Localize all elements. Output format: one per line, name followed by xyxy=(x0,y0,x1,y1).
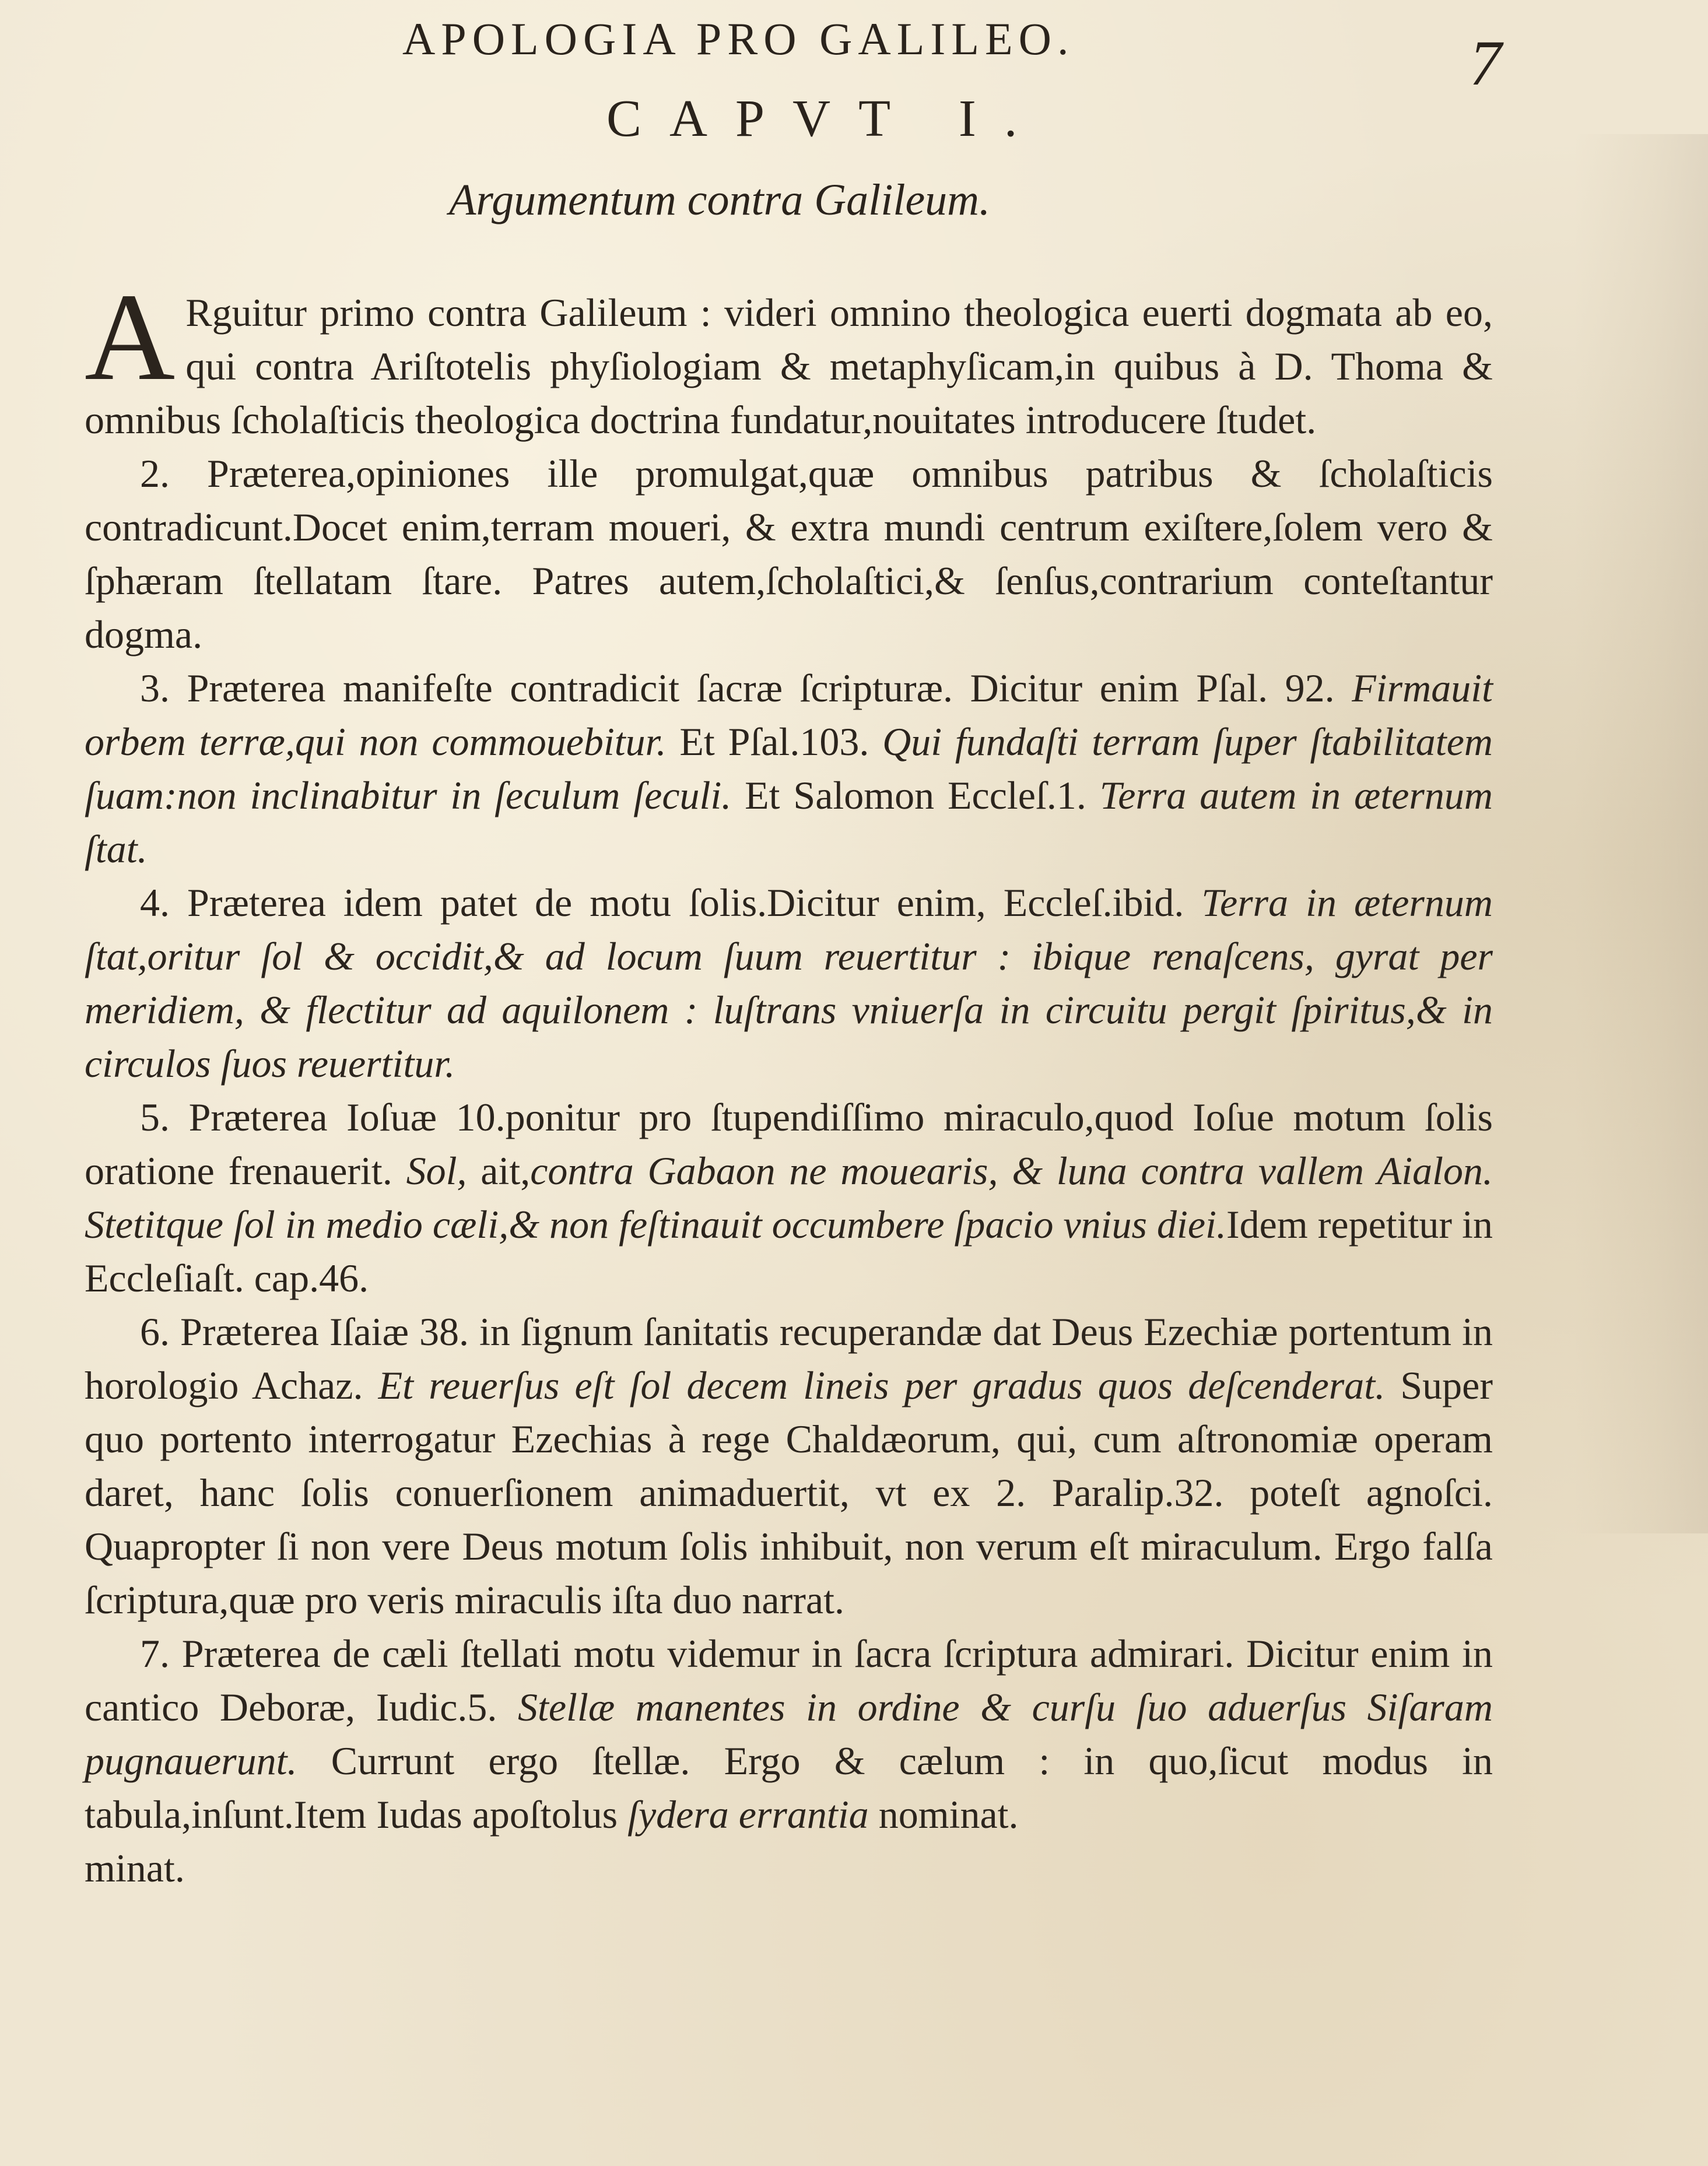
paragraph-5 xyxy=(85,1090,1493,1305)
paragraph-3-text-b: Et Pſal.103. xyxy=(666,719,883,764)
paragraph-3-text-a: 3. Præterea manifeſte contradicit ſacræ ſcripturæ. Dicitur enim Pſal. 92. xyxy=(140,666,1352,710)
paragraph-2 xyxy=(85,447,1493,661)
chapter-title: CAPVT I. xyxy=(606,90,1046,148)
paragraph-5-text-c: Idem repetitur in Eccleſiaſt. cap.46. xyxy=(85,1202,1493,1300)
running-head: APOLOGIA PRO GALILEO. xyxy=(402,13,1075,64)
drop-cap: A xyxy=(85,267,176,406)
paragraph-5-quote-b: contra Gabaon ne mouearis, & luna contra vallem Aialon. Stetitque ſol in medio cæli,& non feſtinauit occumbere ſpacio vnius diei. xyxy=(85,1149,1493,1247)
paragraph-3-text-c: Et Salomon Eccleſ.1. xyxy=(731,773,1100,817)
paragraph-4-quote-a: Terra in æternum ſtat,oritur ſol & occidit,& ad locum ſuum reuertitur : ibique renaſcens, gyrat per meridiem, & flectitur ad aquilonem : luſtrans vniuerſa in circuitu pergit ſpiritus,& in circulos ſuos reuertitur. xyxy=(85,880,1493,1086)
paragraph-1-text: Rguitur primo contra Galileum : videri omnino theologica euerti dogmata ab eo, qui contra Ariſtotelis phyſiologiam & metaphyſicam,in quibus à D. Thoma & omnibus ſcholaſticis theologica doctrina fundatur,nouitates introducere ſtudet. xyxy=(85,290,1493,442)
paragraph-7 xyxy=(85,1627,1493,1841)
paragraph-5-text-a: 5. Præterea Ioſuæ 10.ponitur pro ſtupendiſſimo miraculo,quod Ioſue motum ſolis oratione frenauerit. xyxy=(85,1095,1493,1193)
body-text xyxy=(85,267,1493,1895)
catchword: minat. xyxy=(85,1846,185,1890)
paragraph-3-quote-c: Terra autem in æternum ſtat. xyxy=(85,773,1493,871)
paragraph-5-text-b: ait, xyxy=(467,1149,531,1193)
paragraph-6-quote-a: Et reuerſus eſt ſol decem lineis per gradus quos deſcenderat. xyxy=(378,1363,1386,1407)
paragraph-6-text-b: Super quo portento interrogatur Ezechias à rege Chaldæorum, qui, cum aſtronomiæ operam daret, hanc ſolis conuerſionem animaduertit, vt ex 2. Paralip.32. poteſt agnoſci. Quapropter ſi non vere Deus motum ſolis inhibuit, non verum eſt miraculum. Ergo falſa ſcriptura,quæ pro veris miraculis iſta duo narrat. xyxy=(85,1363,1493,1622)
paragraph-3-quote-b: Qui fundaſti terram ſuper ſtabilitatem ſuam:non inclinabitur in ſeculum ſeculi. xyxy=(85,719,1493,817)
paragraph-3-quote-a: Firmauit orbem terræ,qui non commouebitur. xyxy=(85,666,1493,764)
paragraph-7-text-c: nominat. xyxy=(868,1792,1019,1837)
paragraph-4-text-a: 4. Præterea idem patet de motu ſolis.Dicitur enim, Eccleſ.ibid. xyxy=(140,880,1202,925)
chapter-subtitle: Argumentum contra Galileum. xyxy=(449,175,991,224)
paragraph-4 xyxy=(85,876,1493,1090)
paragraph-2-text: 2. Præterea,opiniones ille promulgat,quæ omnibus patribus & ſcholaſticis contradicunt.Docet enim,terram moueri, & extra mundi centrum exiſtere,ſolem vero & ſphæram ſtellatam ſtare. Patres autem,ſcholaſtici,& ſenſus,contrarium conteſtantur dogma. xyxy=(85,451,1493,657)
page-number: 7 xyxy=(1469,27,1502,99)
paragraph-7-quote-b: ſydera errantia xyxy=(627,1792,869,1837)
page-edge-stain xyxy=(1574,134,1708,1533)
paragraph-6 xyxy=(85,1305,1493,1627)
paragraph-7-quote-a: Stellæ manentes in ordine & curſu ſuo aduerſus Siſaram pugnauerunt. xyxy=(85,1685,1493,1783)
paragraph-6-text-a: 6. Præterea Iſaiæ 38. in ſignum ſanitatis recuperandæ dat Deus Ezechiæ portentum in horologio Achaz. xyxy=(85,1310,1493,1407)
paragraph-7-text-a: 7. Præterea de cæli ſtellati motu videmur in ſacra ſcriptura admirari. Dicitur enim in cantico Deboræ, Iudic.5. xyxy=(85,1631,1493,1729)
paragraph-1 xyxy=(85,267,1493,447)
paragraph-5-quote-a: Sol, xyxy=(406,1149,467,1193)
paragraph-3 xyxy=(85,661,1493,876)
paragraph-7-text-b: Currunt ergo ſtellæ. Ergo & cælum : in quo,ſicut modus in tabula,inſunt.Item Iudas apoſtolus xyxy=(85,1739,1493,1837)
